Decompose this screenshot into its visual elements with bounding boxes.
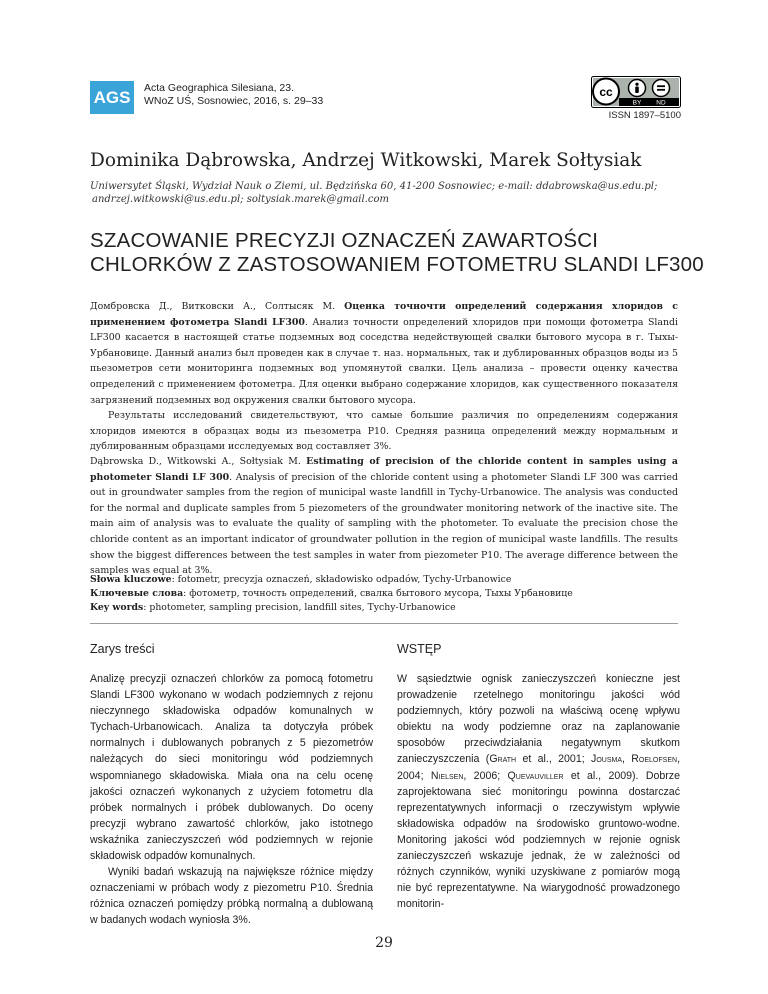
issn: ISSN 1897–5100 — [608, 110, 681, 121]
intro-column — [397, 671, 680, 912]
journal-line-1: Acta Geographica Silesiana, 23. — [144, 82, 295, 94]
outline-paragraph-1: Analizę precyzji oznaczeń chlorków za pomocą fotometru Slandi LF300 wykonano w wodach podziemnych z rejonu nieczynnego składowiska odpadów komunalnych w Tychach-Urbanowicach. Analiza ta dotyczyła próbek normalnych i dublowanych pobranych z 5 piezometrów należących do sieci monitoringu wód podziemnych wspomnianego składowiska. Miała ona na celu ocenę jakości oznaczeń wykonanych z użyciem fotometru dla próbek normalnych i próbek dublowanych. Do oceny precyzji wybrano zawartość chlorków, jako istotnego wskaźnika zanieczyszczeń wód podziemnych w rejonie składowisk odpadów komunalnych. — [90, 673, 373, 863]
ru-text-2: Результаты исследований свидетельствуют, что самые большие различия по определениям содержания хлоридов имеются в образцах воды из пьезометра P10. Средняя разница определений между нормальным и дублированным образцами исследуемых вод составляет 3%. — [90, 410, 678, 453]
en-title: Estimating of precision of the chloride content in samples using a photometer Slandi LF 300 — [90, 456, 678, 483]
svg-text:cc: cc — [599, 85, 613, 99]
affiliation-line-1: Uniwersytet Śląski, Wydział Nauk o Ziemi, ul. Będzińska 60, 41-200 Sosnowiec; e-mail: ddabrowska@us.edu.pl; — [90, 181, 658, 192]
citation-grath: Grath — [489, 753, 517, 766]
page-number: 29 — [375, 935, 393, 951]
abstract-russian — [90, 299, 678, 455]
article-title — [90, 229, 710, 277]
keywords-en: Key words: photometer, sampling precision, landfill sites, Tychy-Urbanowice — [90, 602, 456, 614]
cc-by-label: BY — [632, 99, 642, 107]
ru-title: Оценка точночти определений содержания хлоридов с применением фотометра Slandi LF300 — [90, 301, 678, 328]
keywords-block — [90, 573, 690, 616]
citation-nielsen: Nielsen — [430, 769, 464, 782]
outline-paragraph-2: Wyniki badań wskazują na największe różnice między oznaczeniami w próbach wody z piezometru P10. Średnia różnica oznaczeń pomiędzy próbką normalną a dublowaną w badanych wodach wyniosła 3%. — [90, 866, 373, 927]
cc-nd-label: ND — [656, 99, 666, 107]
ru-authors: Домбровска Д., Витковски А., Солтысяк М. — [90, 301, 336, 312]
outline-heading: Zarys treści — [90, 642, 155, 656]
authors: Dominika Dąbrowska, Andrzej Witkowski, Marek Sołtysiak — [90, 150, 642, 171]
cc-license-badge[interactable] — [591, 76, 681, 108]
ru-text-1: . Анализ точности определений хлоридов при помощи фотометра Slandi LF300 касается в настоящей статье подземных вод соседства недействующей свалки бытового мусора в г. Тыхы-Урбановице. Данный анализ был проведен как в случае т. наз. нормальных, так и дублированных образцов воды из 5 пьезометров сети мониторинга подземных вод упомянутой свалки. Цель анализа – провести оценку качества определений с применением фотометра. Для оценки выбрано содержание хлоридов, как существенного показателя загрязнений подземных вод окружения свалки бытового мусора. — [90, 316, 679, 406]
title-line-1: SZACOWANIE PRECYZJI OZNACZEŃ ZAWARTOŚCI — [90, 229, 599, 252]
section-divider — [90, 623, 678, 624]
intro-heading: WSTĘP — [397, 642, 442, 656]
journal-logo: AGS — [90, 81, 134, 114]
en-authors: Dąbrowska D., Witkowski A., Sołtysiak M. — [90, 456, 301, 467]
en-text: . Analysis of precision of the chloride content using a photometer Slandi LF 300 was carried out in groundwater samples from the region of municipal waste landfill in Tychy-Urbanowice. The analysis was conducted for the normal and duplicate samples from 5 piezometers of the groundwater monitoring network of the inactive site. The main aim of analysis was to evaluate the quality of sampling with the photometer. To evaluate the precision chose the chloride content as an important indicator of groundwater pollution in the region of municipal waste landfills. The results show the biggest differences between the test samples in water from piezometer P10. The average difference between the samples was equal at 3%. — [90, 471, 678, 577]
affiliation — [90, 180, 690, 206]
affiliation-line-2: andrzej.witkowski@us.edu.pl; soltysiak.marek@gmail.com — [92, 194, 389, 205]
intro-paragraph: W sąsiedztwie ognisk zanieczyszczeń konieczne jest prowadzenie rzetelnego monitoringu jakości wód podziemnych, który pozwoli na właściwą ocenę wpływu obiektu na wody podziemne oraz na zaplanowanie sposobów przeciwdziałania negatywnym skutkom zanieczyszczenia (Grath et al., 2001; Jousma, Roelofsen, 2004; Nielsen, 2006; Quevauviller et al., 2009). Dobrze zaprojektowana sieć monitoringu powinna dostarczać reprezentatywnych informacji o rzeczywistym wpływie składowiska odpadów na środowisko gruntowo-wodne. Monitoring jakości wód podziemnych w rejonie ognisk zanieczyszczeń wskazuje jednak, że w zależności od różnych czynników, wyniki uzyskiwane z pomiarów mogą nie być reprezentatywne. Na wiarygodność prowadzonego monitorin- — [397, 673, 681, 911]
keywords-ru: Ключевые слова: фотометр, точность определений, свалка бытового мусора, Тыхы Урбановице — [90, 588, 573, 600]
journal-line-2: WNoZ UŚ, Sosnowiec, 2016, s. 29–33 — [144, 95, 324, 107]
abstract-english — [90, 454, 678, 579]
citation-quevauviller: Quevauviller — [507, 769, 564, 782]
no-derivatives-icon — [653, 80, 670, 97]
citation-jousma: Jousma, Roelofsen — [591, 753, 678, 766]
journal-info — [144, 82, 323, 108]
title-line-2: CHLORKÓW Z ZASTOSOWANIEM FOTOMETRU SLANDI LF300 — [90, 253, 704, 276]
outline-column — [90, 671, 373, 929]
keywords-pl: Słowa kluczowe: fotometr, precyzja oznaczeń, składowisko odpadów, Tychy-Urbanowice — [90, 574, 512, 585]
